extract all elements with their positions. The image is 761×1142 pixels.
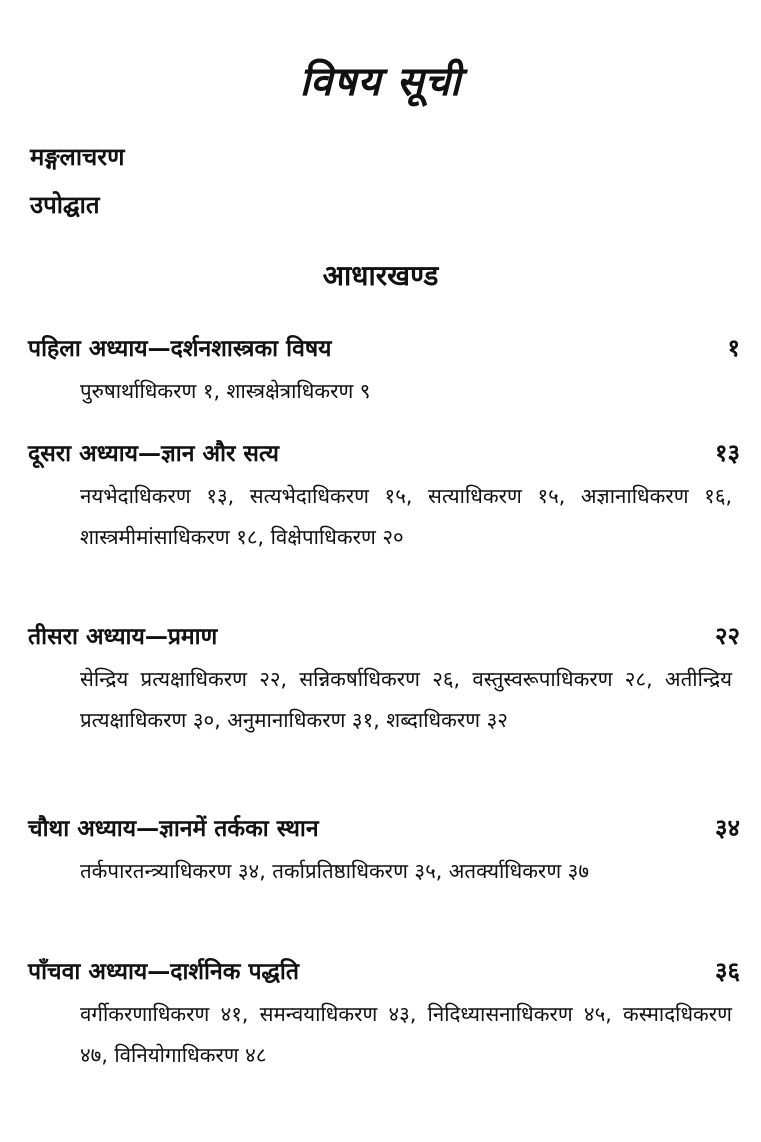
chapter-page-number: १३ <box>715 439 740 467</box>
chapter-entry <box>28 437 740 558</box>
chapter-title: पहिला अध्याय—दर्शनशास्त्रका विषय <box>28 336 332 362</box>
chapter-entry <box>28 620 740 741</box>
chapter-heading-row <box>28 437 740 470</box>
section-heading: आधारखण्ड <box>322 259 439 292</box>
chapter-heading-row <box>28 812 740 845</box>
chapter-title: तीसरा अध्याय—प्रमाण <box>28 624 218 650</box>
chapter-page-number: ३४ <box>715 814 740 842</box>
chapter-subsections: पुरुषार्थाधिकरण १, शास्त्रक्षेत्राधिकरण ९ <box>80 379 371 403</box>
chapter-entry <box>28 955 740 1076</box>
front-matter-item-upodghat: उपोद्घात <box>30 191 100 219</box>
chapter-title: दूसरा अध्याय—ज्ञान और सत्य <box>28 441 279 467</box>
chapter-title: चौथा अध्याय—ज्ञानमें तर्कका स्थान <box>28 816 319 842</box>
chapter-page-number: ३६ <box>715 957 740 985</box>
chapter-subsections: तर्कपारतन्त्र्याधिकरण ३४, तर्काप्रतिष्ठाधिकरण ३५, अतर्क्याधिकरण ३७ <box>80 859 589 883</box>
chapter-subsections: नयभेदाधिकरण १३, सत्यभेदाधिकरण १५, सत्याधिकरण १५, अज्ञानाधिकरण १६, शास्त्रमीमांसाधिकरण १८, विक्षेपाधिकरण २० <box>80 484 732 549</box>
front-matter-item-mangalacharan: मङ्गलाचरण <box>30 143 125 171</box>
chapter-entry <box>28 812 740 892</box>
chapter-heading-row <box>28 620 740 653</box>
chapter-page-number: १ <box>727 334 740 362</box>
chapter-title: पाँचवा अध्याय—दार्शनिक पद्धति <box>28 959 299 985</box>
chapter-heading-row <box>28 955 740 988</box>
chapter-entry <box>28 332 740 412</box>
chapter-heading-row <box>28 332 740 365</box>
chapter-page-number: २२ <box>715 622 740 650</box>
page-title: विषय सूची <box>299 59 462 105</box>
chapter-subsections: सेन्द्रिय प्रत्यक्षाधिकरण २२, सन्निकर्षाधिकरण २६, वस्तुस्वरूपाधिकरण २८, अतीन्द्रिय प्रत्यक्षाधिकरण ३०, अनुमानाधिकरण ३१, शब्दाधिकरण ३२ <box>80 667 732 732</box>
chapter-subsections: वर्गीकरणाधिकरण ४१, समन्वयाधिकरण ४३, निदिध्यासनाधिकरण ४५, कस्मादधिकरण ४७, विनियोगाधिकरण ४८ <box>80 1002 732 1067</box>
